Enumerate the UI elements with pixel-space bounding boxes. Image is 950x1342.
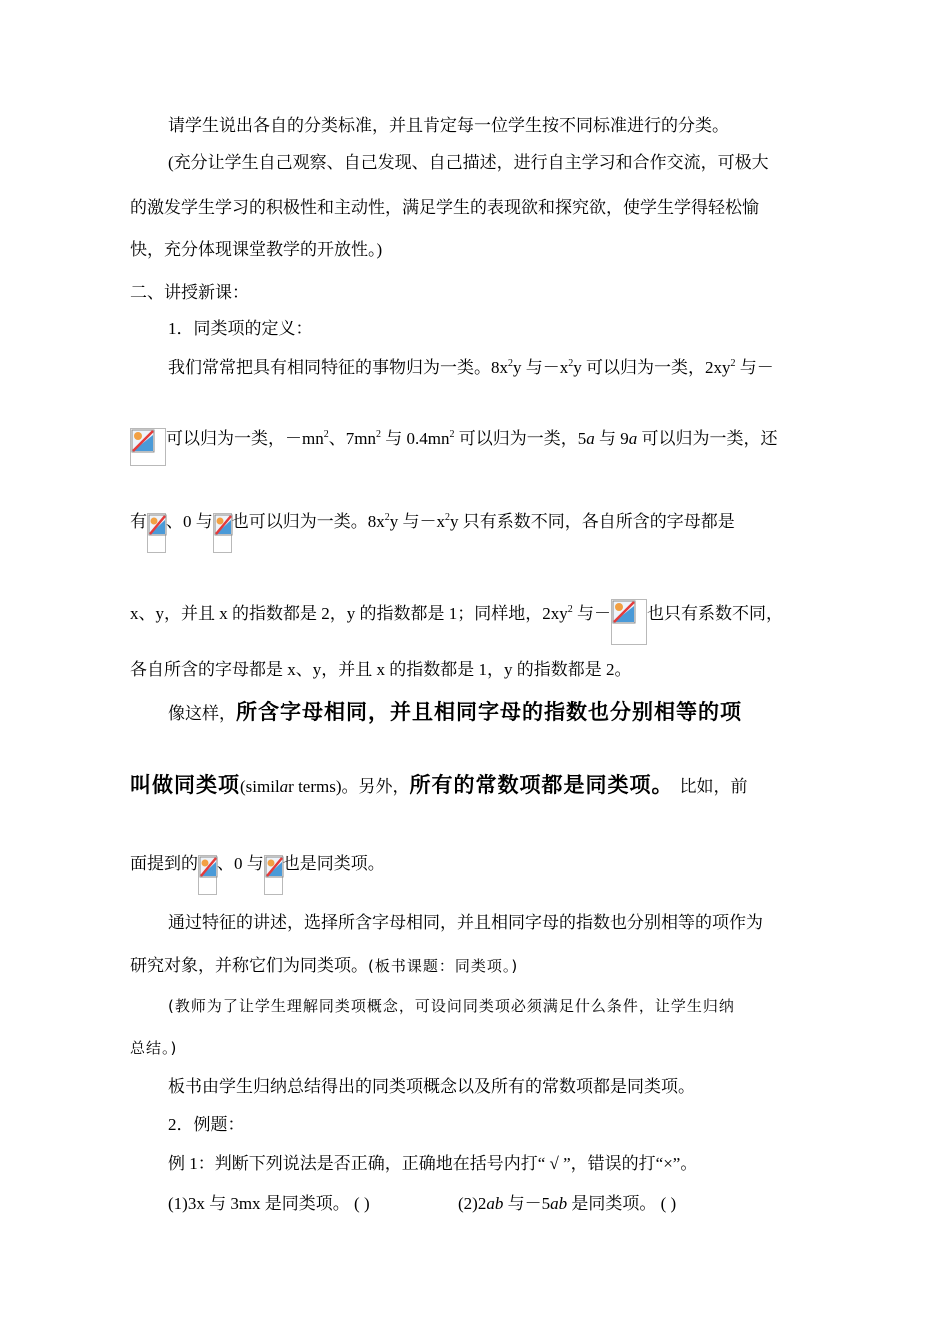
note-line-1: (充分让学生自己观察、自己发现、自己描述，进行自主学习和合作交流，可极大 (168, 153, 769, 172)
broken-image-icon (198, 855, 217, 895)
definition-line-5: 各自所含的字母都是 x、y，并且 x 的指数都是 1，y 的指数都是 2。 (130, 660, 632, 679)
broken-image-icon (130, 428, 166, 466)
example-1-instruction: 例 1：判断下列说法是否正确，正确地在括号内打“ √ ”，错误的打“×”。 (168, 1154, 698, 1173)
object-line-1: 通过特征的讲述，选择所含字母相同，并且相同字母的指数也分别相等的项作为 (168, 913, 763, 932)
example-question-1: (1)3x 与 3mx 是同类项。 ( ) (168, 1194, 370, 1213)
broken-image-icon (147, 513, 166, 553)
object-line-2: 研究对象，并称它们为同类项。(板书课题：同类项。) (130, 956, 519, 975)
definition-line-3: 有 、0 与 也可以归为一类。$8x^2y$ 与$-x^2y$ 只有系数不同，各自所含的字母都是 (130, 510, 735, 553)
teacher-note-line-2: 总结。) (130, 1039, 178, 1057)
section-title: 二、讲授新课： (130, 283, 249, 302)
definition-line-2: 可以归为一类，$-mn^2$、$7mn^2$ 与 $0.4mn^2$ 可以归为一类，5a 与 9a 可以归为一类，还 (130, 427, 777, 466)
subsection-definition: 1．同类项的定义： (168, 319, 313, 338)
definition-line-1: 我们常常把具有相同特征的事物归为一类。$8x^2y$ 与$-x^2y$ 可以归为一类，$2xy^2$ 与－ (168, 358, 774, 377)
broken-image-icon (264, 855, 283, 895)
definition-emphasis-line-1: 像这样，所含字母相同，并且相同字母的指数也分别相等的项 (168, 700, 742, 724)
teacher-note-line-1: (教师为了让学生理解同类项概念，可设问同类项必须满足什么条件，让学生归纳 (168, 997, 735, 1015)
definition-emphasis-line-3: 面提到的 、0 与 也是同类项。 (130, 852, 385, 895)
note-line-2: 的激发学生学习的积极性和主动性，满足学生的表现欲和探究欲，使学生学得轻松愉 (130, 198, 759, 217)
example-question-2: (2)2ab 与－5ab 是同类项。 ( ) (458, 1194, 677, 1213)
note-line-3: 快，充分体现课堂教学的开放性。) (130, 240, 383, 259)
broken-image-icon (611, 599, 647, 645)
board-summary: 板书由学生归纳总结得出的同类项概念以及所有的常数项都是同类项。 (168, 1077, 695, 1096)
subsection-examples: 2．例题： (168, 1115, 245, 1134)
definition-emphasis-line-2: 叫做同类项(similar terms)。另外，所有的常数项都是同类项。 比如，前 (130, 773, 748, 797)
definition-line-4: x、y，并且 x 的指数都是 2，y 的指数都是 1；同样地，$2xy^2$ 与－ 也只有系数不同， (130, 599, 783, 645)
paragraph-classification: 请学生说出各自的分类标准，并且肯定每一位学生按不同标准进行的分类。 (168, 116, 729, 135)
broken-image-icon (213, 513, 232, 553)
